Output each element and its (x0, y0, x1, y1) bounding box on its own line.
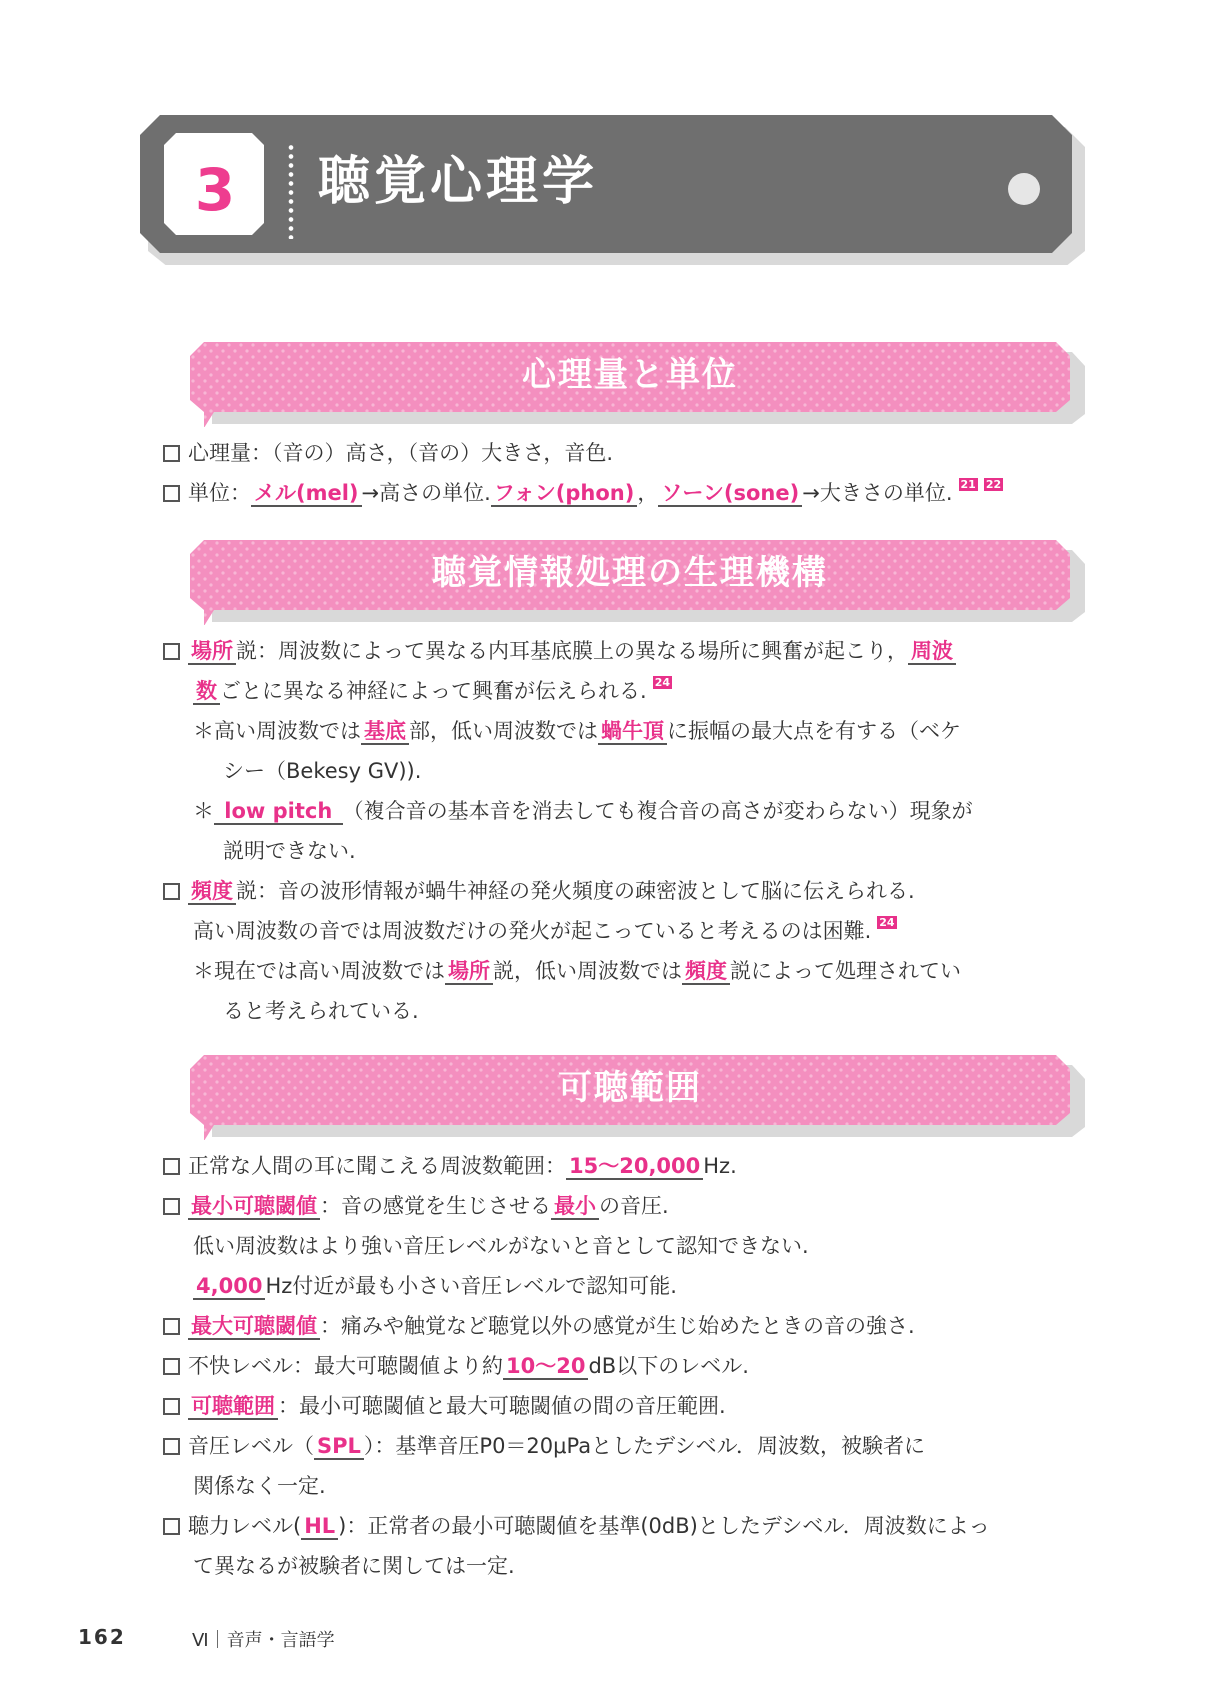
chapter-title: 聴覚心理学 (318, 152, 599, 212)
chapter-band (140, 115, 1085, 265)
checkbox[interactable] (163, 1158, 180, 1175)
text-segment: ＊ (193, 799, 214, 823)
text-line (193, 1471, 326, 1501)
text-line (193, 716, 961, 746)
text-segment: ごとに異なる神経によって興奮が伝えられる. (220, 679, 647, 703)
text-segment: dB以下のレベル. (588, 1354, 749, 1378)
checkbox[interactable] (163, 643, 180, 660)
text-segment: 心理量：（音の）高さ，（音の）大きさ，音色. (188, 441, 613, 465)
exam-reference-badge: 24 (654, 676, 670, 689)
text-segment: 説：音の波形情報が蝸牛神経の発火頻度の疎密波として脳に伝えられる. (236, 879, 915, 903)
key-term: 頻度 (188, 879, 236, 905)
text-line (163, 1151, 737, 1181)
text-line (193, 916, 897, 946)
text-segment: ， (637, 481, 659, 505)
checkbox[interactable] (163, 1438, 180, 1455)
text-segment: Hz. (703, 1154, 737, 1178)
chapter-header (140, 115, 1085, 265)
text-segment: 部，低い周波数では (409, 719, 598, 743)
text-line (163, 1511, 990, 1541)
key-term: SPL (314, 1434, 364, 1460)
text-line (223, 996, 419, 1026)
text-line (163, 1391, 726, 1421)
section-banner-physiology (190, 540, 1085, 625)
section-title: 可聴範囲 (558, 1068, 702, 1108)
chapter-number: 3 (194, 156, 236, 224)
text-line (193, 796, 973, 826)
key-term: 可聴範囲 (188, 1394, 278, 1420)
text-segment: )：正常者の最小可聴閾値を基準(0dB)としたデシベル．周波数によっ (338, 1514, 990, 1538)
key-term: 10～20 (503, 1354, 588, 1380)
text-segment: に振幅の最大点を有する（ベケ (667, 719, 961, 743)
text-segment: （複合音の基本音を消去しても複合音の高さが変わらない）現象が (342, 799, 973, 823)
text-segment: の音圧. (599, 1194, 669, 1218)
key-term: 最小可聴閾値 (188, 1194, 320, 1220)
text-line (163, 1351, 749, 1381)
text-segment: ＊高い周波数では (193, 719, 361, 743)
key-term: 頻度 (682, 959, 730, 985)
text-segment: 聴力レベル( (188, 1514, 302, 1538)
text-segment: ると考えられている. (223, 999, 419, 1023)
section-banner-audible-range (190, 1055, 1085, 1140)
text-line (163, 876, 915, 906)
chapter-circle-icon (1008, 173, 1040, 205)
section-banner-units (190, 342, 1085, 427)
key-term: 場所 (445, 959, 493, 985)
checkbox[interactable] (163, 883, 180, 900)
checkbox[interactable] (163, 445, 180, 462)
key-term: low pitch (214, 799, 343, 825)
text-segment: →大きさの単位. (802, 481, 953, 505)
text-line (163, 636, 956, 666)
key-term: 15～20,000 (566, 1154, 703, 1180)
text-line (163, 1191, 669, 1221)
footer-section-label: Ⅵ｜音声・言語学 (192, 1630, 335, 1651)
exam-reference-badge: 21 (960, 478, 976, 491)
section-title: 聴覚情報処理の生理機構 (432, 553, 828, 593)
text-line (193, 676, 672, 706)
key-term: 最大可聴閾値 (188, 1314, 320, 1340)
text-line (193, 1271, 677, 1301)
key-term: フォン(phon) (491, 481, 638, 507)
text-segment: Hz付近が最も小さい音圧レベルで認知可能. (265, 1274, 677, 1298)
text-segment: 説，低い周波数では (493, 959, 682, 983)
text-line (163, 478, 1003, 508)
text-segment: ）：基準音圧P0＝20μPaとしたデシベル．周波数，被験者に (363, 1434, 925, 1458)
text-segment: 説明できない. (223, 839, 356, 863)
text-line (223, 756, 421, 786)
text-segment: 低い周波数はより強い音圧レベルがないと音として認知できない. (193, 1234, 809, 1258)
text-segment: 不快レベル：最大可聴閾値より約 (188, 1354, 503, 1378)
checkbox[interactable] (163, 1358, 180, 1375)
text-segment: 関係なく一定. (193, 1474, 326, 1498)
text-line (163, 1311, 915, 1341)
key-term: メル(mel) (251, 481, 362, 507)
key-term: 4,000 (193, 1274, 265, 1300)
text-segment: 説によって処理されてい (730, 959, 961, 983)
text-segment: →高さの単位. (361, 481, 491, 505)
chapter-divider-dots (288, 143, 294, 239)
text-segment: 高い周波数の音では周波数だけの発火が起こっていると考えるのは困難. (193, 919, 872, 943)
text-segment: ：最小可聴閾値と最大可聴閾値の間の音圧範囲. (278, 1394, 726, 1418)
text-line (193, 1551, 515, 1581)
key-term: 数 (193, 679, 220, 705)
key-term: ソーン(sone) (658, 481, 802, 507)
checkbox[interactable] (163, 485, 180, 502)
text-line (193, 956, 961, 986)
text-segment: 正常な人間の耳に聞こえる周波数範囲： (188, 1154, 566, 1178)
text-segment: ：痛みや触覚など聴覚以外の感覚が生じ始めたときの音の強さ. (320, 1314, 915, 1338)
key-term: 周波 (908, 639, 956, 665)
text-segment: シー（Bekesy GV)). (223, 759, 422, 783)
key-term: 蝸牛頂 (598, 719, 667, 745)
exam-reference-badge: 22 (985, 478, 1002, 491)
checkbox[interactable] (163, 1198, 180, 1215)
text-line (163, 438, 613, 468)
checkbox[interactable] (163, 1518, 180, 1535)
page-number: 162 (78, 1625, 126, 1649)
key-term: 場所 (188, 639, 236, 665)
text-line (163, 1431, 925, 1461)
checkbox[interactable] (163, 1398, 180, 1415)
text-line (193, 1231, 809, 1261)
text-line (223, 836, 356, 866)
exam-reference-badge: 24 (879, 916, 895, 929)
text-segment: ＊現在では高い周波数では (193, 959, 445, 983)
text-segment: 説：周波数によって異なる内耳基底膜上の異なる場所に興奮が起こり， (236, 639, 908, 663)
text-segment: て異なるが被験者に関しては一定. (193, 1554, 515, 1578)
text-segment: 単位： (188, 481, 251, 505)
text-segment: 音圧レベル（ (188, 1434, 314, 1458)
section-title: 心理量と単位 (522, 355, 738, 395)
key-term: 最小 (551, 1194, 599, 1220)
key-term: HL (301, 1514, 338, 1540)
key-term: 基底 (361, 719, 409, 745)
checkbox[interactable] (163, 1318, 180, 1335)
text-segment: ：音の感覚を生じさせる (320, 1194, 551, 1218)
